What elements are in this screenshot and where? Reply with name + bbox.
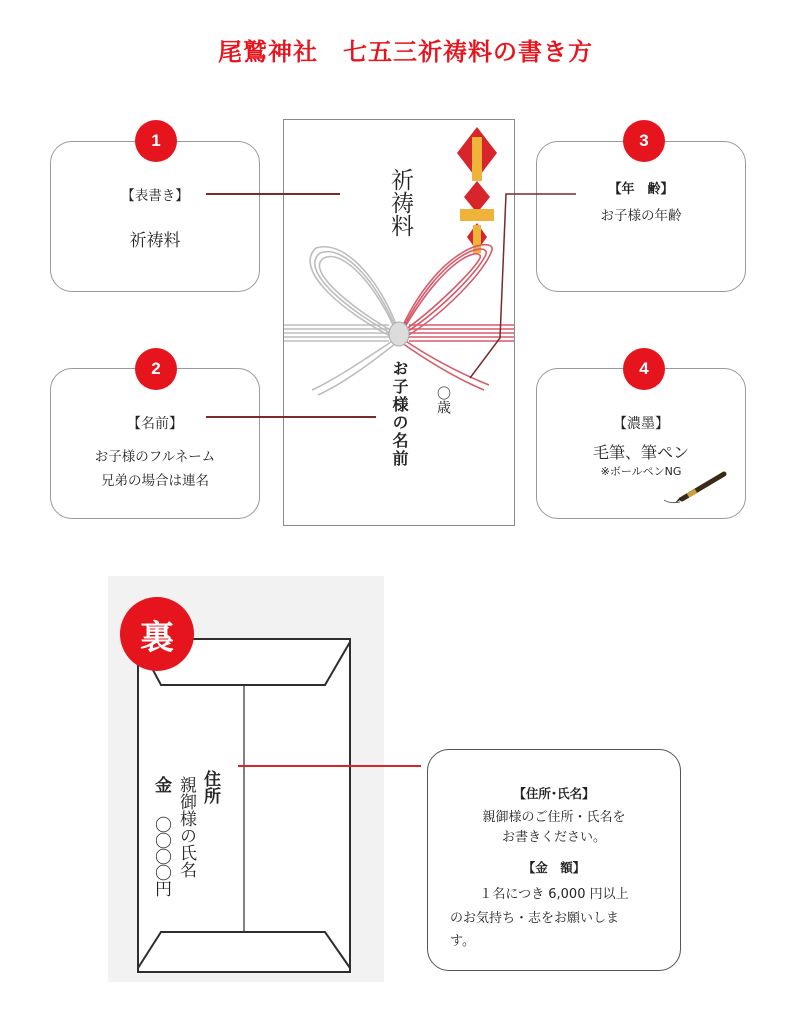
callout-back-line5: す。	[450, 934, 475, 949]
omote-text: 祈祷料	[387, 168, 413, 237]
callout-back-line2: お書きください。	[501, 830, 606, 845]
callout-back-line1: 親御様のご住所・氏名を	[482, 810, 626, 825]
callout-name	[50, 368, 260, 519]
callout-omote	[50, 141, 260, 292]
callout-age-heading: 【年 齢】	[608, 182, 674, 197]
badge-1: 1	[135, 120, 177, 162]
callout-back-line3: １名につき 6,000 円以上	[479, 887, 629, 902]
address-label: 住所	[200, 770, 220, 804]
badge-2: 2	[135, 348, 177, 390]
callout-age-text: お子様の年齢	[600, 208, 682, 224]
callout-omote-text: 祈祷料	[129, 231, 181, 251]
leader-line-1	[206, 193, 340, 195]
callout-ink-line1: 毛筆、筆ペン	[592, 443, 689, 462]
parent-name-text: 親御様の氏名	[176, 776, 196, 878]
callout-ink-line2: ※ボールペンNG	[600, 465, 682, 478]
page-title: 尾鷲神社 七五三祈祷料の書き方	[218, 38, 593, 66]
callout-back-heading2: 【金 額】	[522, 860, 586, 875]
child-name-text: お子様の名前	[390, 360, 409, 468]
callout-name-line1: お子様のフルネーム	[94, 449, 216, 465]
back-envelope-flaps	[137, 638, 351, 973]
callout-ink-heading: 【濃墨】	[613, 416, 669, 432]
callout-back	[427, 749, 681, 971]
leader-line-3	[460, 188, 580, 388]
amount-label: 金	[151, 776, 171, 793]
callout-back-line4: のお気持ち・志をお願いしま	[450, 911, 620, 926]
badge-3: 3	[623, 120, 665, 162]
leader-line-back	[238, 765, 421, 767]
back-badge: 裏	[120, 597, 194, 671]
brush-pen-icon	[660, 466, 730, 506]
callout-omote-heading: 【表書き】	[121, 188, 189, 204]
age-text: 〇歳	[435, 386, 451, 414]
callout-name-line2: 兄弟の場合は連名	[101, 473, 209, 489]
leader-line-2	[206, 416, 376, 418]
amount-value: 〇〇〇〇円	[151, 816, 171, 896]
callout-name-heading: 【名前】	[127, 416, 183, 432]
callout-back-heading1: 【住所･氏名】	[513, 786, 595, 801]
badge-4: 4	[623, 348, 665, 390]
